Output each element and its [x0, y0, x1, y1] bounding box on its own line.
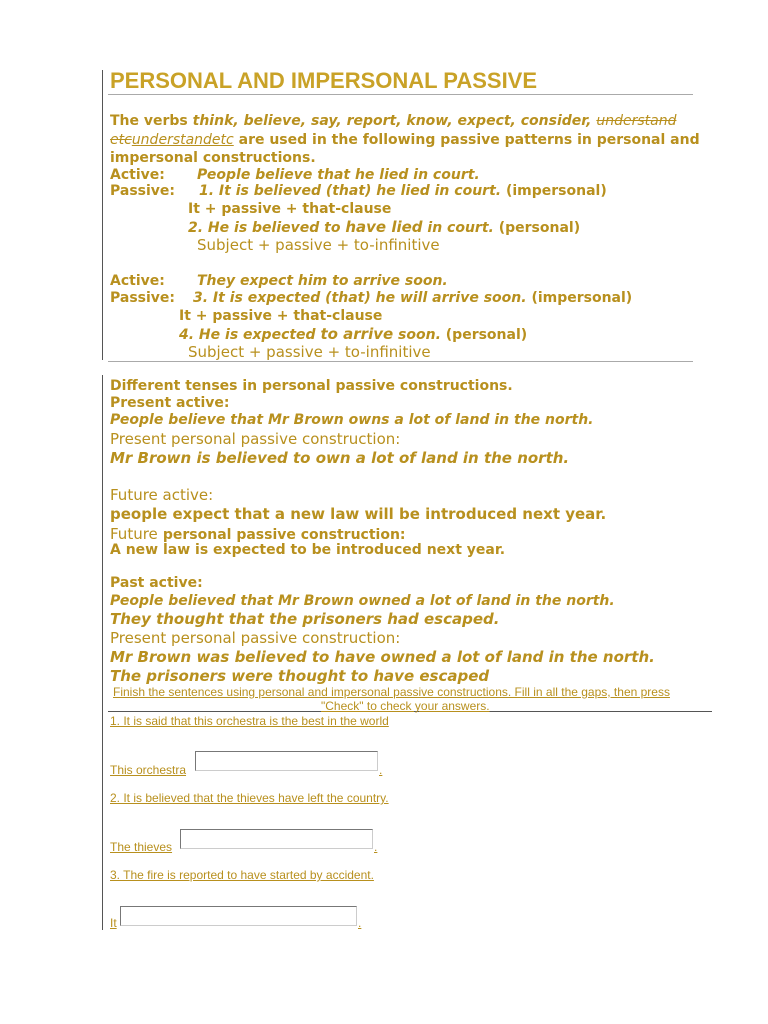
page-title: PERSONAL AND IMPERSONAL PASSIVE: [110, 68, 538, 93]
intro-strike-2: etc: [110, 132, 132, 148]
block1-rule2: Subject + passive + to-infinitive: [197, 236, 440, 254]
future-active-text: people expect that a new law will be introduced next year.: [110, 505, 607, 523]
past-passive-text: Mr Brown was believed to have owned a lot of land in the north.: [110, 648, 655, 666]
future-active-label: Future active:: [110, 486, 214, 504]
left-border-bottom: [102, 375, 103, 930]
block2-p3-text: 3. It is expected (that) he will arrive soon.: [193, 290, 527, 306]
left-border-top: [102, 70, 103, 360]
tenses-heading: Different tenses in personal passive constructions.: [110, 378, 513, 394]
block2-p4a: 4. He is expected: [179, 327, 316, 343]
block2-p3-tag: (impersonal): [531, 290, 633, 306]
past-passive-label: Present personal passive construction:: [110, 629, 401, 647]
block1-p1: [199, 183, 607, 199]
block1-p2a: 2. He is believed to: [188, 220, 341, 236]
present-passive-text: Mr Brown is believed to own a lot of land in the north.: [110, 449, 570, 467]
exercise-instructions-1: Finish the sentences using personal and impersonal passive constructions. Fill in all the gaps, then press: [113, 685, 670, 699]
intro-line-2-rest: are used in the following passive patterns in personal and: [233, 132, 700, 148]
intro-verbs: think, believe, say, report, know, expect, consider,: [192, 113, 592, 129]
q2-prefix: The thieves: [110, 840, 173, 854]
block1-active-text: People believe that he lied in court.: [197, 167, 480, 183]
intro-prefix: The verbs: [110, 113, 193, 129]
block2-active-label: Active:: [110, 273, 165, 289]
past-active-text: People believed that Mr Brown owned a lot of land in the north.: [110, 593, 615, 609]
block1-passive-label: Passive:: [110, 183, 176, 199]
block2-passive-label: Passive:: [110, 290, 176, 306]
section-divider: [108, 361, 693, 362]
past-active-label: Past active:: [110, 575, 203, 591]
question-2: 2. It is believed that the thieves have left the country.: [110, 791, 389, 805]
block2-rule1: It + passive + that-clause: [179, 308, 383, 324]
past-passive-text-2: The prisoners were thought to have escaped: [110, 667, 490, 685]
q1-answer-input[interactable]: [195, 751, 378, 771]
block1-p1-text: 1. It is believed (that) he lied in court.: [199, 183, 502, 199]
question-1: 1. It is said that this orchestra is the best in the world: [110, 714, 389, 728]
intro-strike-1: understand: [596, 113, 677, 129]
block1-p2-tag: (personal): [498, 220, 581, 236]
block2-p4c: soon.: [398, 327, 441, 343]
question-3: 3. The fire is reported to have started by accident.: [110, 868, 374, 882]
future-passive-label-b: personal passive construction:: [162, 527, 406, 543]
block2-p3: [193, 290, 632, 306]
block1-p2: [188, 218, 580, 236]
q2-answer-input[interactable]: [180, 829, 373, 849]
q3-period: .: [358, 916, 362, 930]
block1-rule1: It + passive + that-clause: [188, 201, 392, 217]
intro-line-2: [110, 132, 700, 148]
intro-line-1: [110, 113, 676, 129]
block2-p4: [179, 325, 527, 343]
intro-line-3: impersonal constructions.: [110, 150, 316, 166]
future-passive-label: [110, 524, 406, 543]
block2-p4-tag: (personal): [445, 327, 528, 343]
block1-p1-tag: (impersonal): [505, 183, 607, 199]
q2-period: .: [374, 840, 378, 854]
q1-period: .: [379, 763, 383, 777]
block1-p2b: have lied: [345, 218, 423, 236]
block2-p4b: to arrive: [320, 325, 394, 343]
intro-underlined: understandetc: [131, 132, 234, 148]
block2-rule2: Subject + passive + to-infinitive: [188, 343, 431, 361]
q1-prefix: This orchestra: [110, 763, 187, 777]
future-passive-label-a: Future: [110, 525, 158, 543]
past-active-text-2: They thought that the prisoners had escaped.: [110, 610, 500, 628]
q3-prefix: It: [110, 916, 117, 930]
block2-active-text: They expect him to arrive soon.: [197, 273, 448, 289]
q3-answer-input[interactable]: [120, 906, 357, 926]
title-divider: [108, 94, 693, 95]
present-passive-label: Present personal passive construction:: [110, 430, 401, 448]
future-passive-text: A new law is expected to be introduced next year.: [110, 542, 506, 558]
block1-active-label: Active:: [110, 167, 165, 183]
present-active-label: Present active:: [110, 395, 230, 411]
block1-p2c: in court.: [427, 220, 494, 236]
present-active-text: People believe that Mr Brown owns a lot of land in the north.: [110, 412, 594, 428]
exercise-instructions-2: "Check" to check your answers.: [321, 699, 490, 713]
